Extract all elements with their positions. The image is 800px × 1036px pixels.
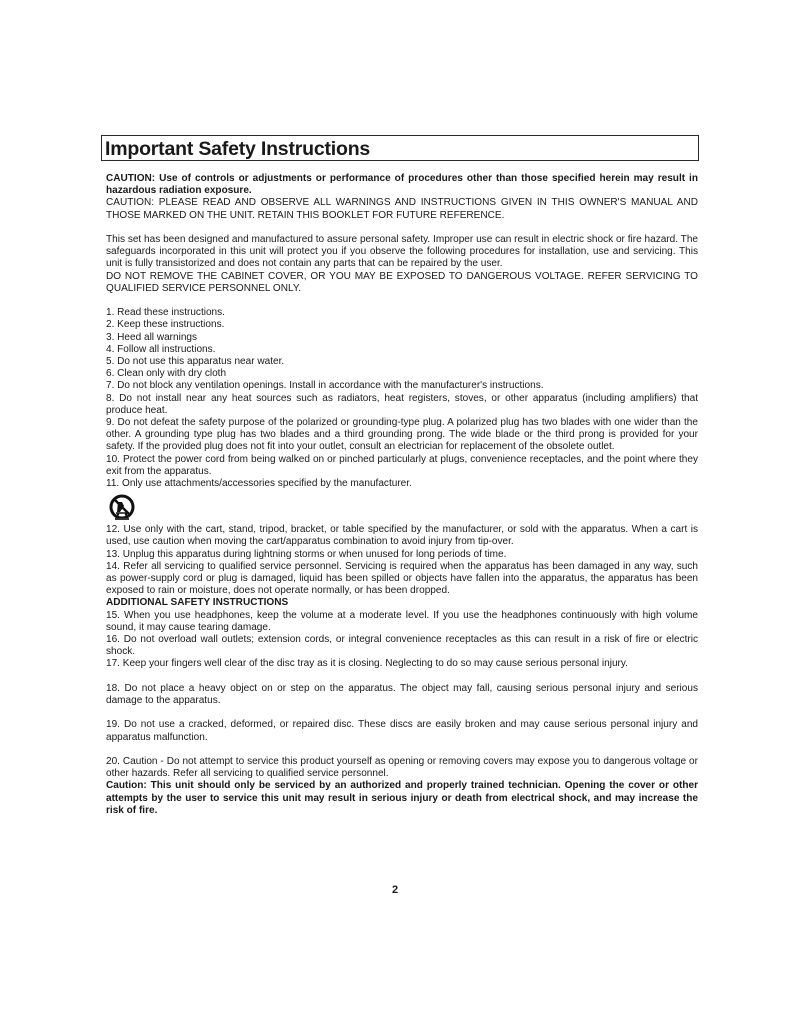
document-body: [106, 173, 698, 817]
intro-paragraph: This set has been designed and manufactured to assure personal safety. Improper use can result in electric shock or fire hazard. The safeguards incorporated in this unit will protect you if you observe the following procedures for installation, use and servicing. This unit is fully transistorized and does not contain any parts that can be repaired by the user.: [106, 234, 698, 270]
additional-item: 16. Do not overload wall outlets; extension cords, or integral convenience receptacles as this can result in a risk of fire or electric shock.: [106, 634, 698, 658]
instruction-item: 13. Unplug this apparatus during lightning storms or when unused for long periods of time.: [106, 548, 507, 560]
caution-radiation: CAUTION: Use of controls or adjustments or performance of procedures other than those specified herein may result in hazardous radiation exposure.: [106, 173, 698, 197]
caution-read-observe: CAUTION: PLEASE READ AND OBSERVE ALL WARNINGS AND INSTRUCTIONS GIVEN IN THIS OWNER'S MANUAL AND THOSE MARKED ON THE UNIT. RETAIN THIS BOOKLET FOR FUTURE REFERENCE.: [106, 197, 698, 221]
additional-item: 19. Do not use a cracked, deformed, or repaired disc. These discs are easily broken and may cause serious personal injury and apparatus malfunction.: [106, 719, 698, 743]
instruction-item: 4. Follow all instructions.: [106, 343, 216, 355]
spacer: [106, 671, 698, 683]
instruction-item: 6. Clean only with dry cloth: [106, 368, 227, 380]
instruction-item: 5. Do not use this apparatus near water.: [106, 356, 285, 368]
additional-item: 17. Keep your fingers well clear of the disc tray as it is closing. Neglecting to do so may cause serious personal injury.: [106, 658, 628, 670]
spacer: [106, 744, 698, 756]
instruction-item: 9. Do not defeat the safety purpose of the polarized or grounding-type plug. A polarized plug has two blades with one wider than the other. A grounding type plug has two blades and a third grounding prong. The wide blade or the third prong is provided for your safety. If the provided plug does not fit into your outlet, consult an electrician for replacement of the obsolete outlet.: [106, 417, 698, 453]
instruction-item: 14. Refer all servicing to qualified service personnel. Servicing is required when the apparatus has been damaged in any way, such as power-supply cord or plug is damaged, liquid has been spilled or objects have fallen into the apparatus, the apparatus has been exposed to rain or moisture, does not operate normally, or has been dropped.: [106, 560, 698, 597]
additional-item: 15. When you use headphones, keep the volume at a moderate level. If you use the headphones continuously with high volume sound, it may cause tearing damage.: [106, 609, 698, 633]
instruction-item: 3. Heed all warnings: [106, 331, 198, 343]
instruction-item: 2. Keep these instructions.: [106, 319, 225, 331]
cart-tip-over-warning-icon: [108, 494, 136, 522]
instruction-item: 1. Read these instructions.: [106, 307, 225, 319]
instruction-item: 11. Only use attachments/accessories specified by the manufacturer.: [106, 478, 412, 490]
cabinet-warning: DO NOT REMOVE THE CABINET COVER, OR YOU MAY BE EXPOSED TO DANGEROUS VOLTAGE. REFER SERVICING TO QUALIFIED SERVICE PERSONNEL ONLY.: [106, 270, 698, 294]
final-caution: Caution: This unit should only be serviced by an authorized and properly trained technician. Opening the cover or other attempts by the user to service this unit may result in serious injury or death from electrical shock, and may increase the risk of fire.: [106, 780, 698, 816]
instruction-item: 8. Do not install near any heat sources such as radiators, heat registers, stoves, or other apparatus (including amplifiers) that produce heat.: [106, 392, 698, 416]
additional-item: 18. Do not place a heavy object on or step on the apparatus. The object may fall, causing serious personal injury and serious damage to the apparatus.: [106, 682, 698, 707]
instruction-item: 7. Do not block any ventilation openings. Install in accordance with the manufacturer's instructions.: [106, 380, 544, 392]
spacer: [106, 707, 698, 719]
additional-safety-heading: ADDITIONAL SAFETY INSTRUCTIONS: [106, 597, 289, 609]
cart-icon-row: [106, 492, 698, 524]
spacer: [106, 295, 698, 307]
page-title: Important Safety Instructions: [105, 138, 371, 160]
page-number: 2: [392, 884, 399, 896]
title-box: [101, 135, 699, 161]
spacer: [106, 222, 698, 234]
additional-item: 20. Caution - Do not attempt to service this product yourself as opening or removing covers may expose you to dangerous voltage or other hazards. Refer all servicing to qualified service personnel.: [106, 756, 698, 780]
instruction-item: 12. Use only with the cart, stand, tripod, bracket, or table specified by the manufacturer, or sold with the apparatus. When a cart is used, use caution when moving the cart/apparatus combination to avoid injury from tip-over.: [106, 524, 698, 548]
instruction-item: 10. Protect the power cord from being walked on or pinched particularly at plugs, convenience receptacles, and the point where they exit from the apparatus.: [106, 453, 698, 477]
